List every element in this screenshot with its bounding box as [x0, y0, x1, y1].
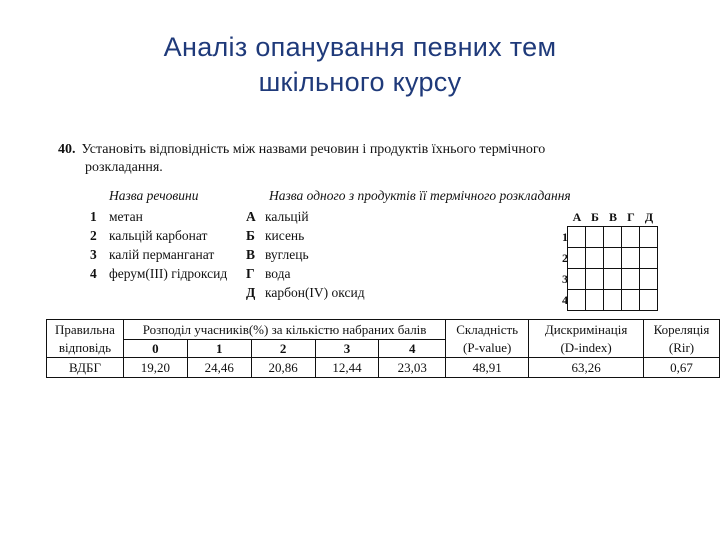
grid-row-number: 4 [562, 293, 568, 307]
grid-row [496, 269, 658, 290]
correlation-header-2: (Rir) [644, 340, 720, 358]
correlation-value: 0,67 [644, 358, 720, 378]
grid-cell[interactable] [621, 289, 640, 311]
score-value: 20,86 [251, 358, 315, 378]
list-item [246, 283, 365, 302]
correlation-header: Кореляція [644, 320, 720, 340]
grid-cell[interactable] [639, 268, 658, 290]
score-column-header: 0 [123, 340, 187, 358]
score-value: 23,03 [379, 358, 446, 378]
score-value: 19,20 [123, 358, 187, 378]
list-item [246, 245, 365, 264]
grid-cell[interactable] [567, 226, 586, 248]
grid-cell[interactable] [621, 268, 640, 290]
substance-list [90, 207, 227, 283]
product-letter: Б [246, 228, 255, 243]
product-name: кисень [265, 228, 305, 243]
list-item [246, 264, 365, 283]
difficulty-header: Складність [446, 320, 529, 340]
grid-cell[interactable] [621, 226, 640, 248]
substance-column-header: Назва речовини [109, 188, 199, 203]
score-column-header: 4 [379, 340, 446, 358]
grid-row-number: 1 [562, 230, 568, 244]
substance-name: метан [109, 209, 143, 224]
grid-cell[interactable] [567, 289, 586, 311]
score-column-header: 2 [251, 340, 315, 358]
product-letter: Д [246, 285, 256, 300]
discrimination-header: Дискримінація [529, 320, 644, 340]
list-item [90, 207, 227, 226]
discrimination-value: 63,26 [529, 358, 644, 378]
table-row [47, 358, 720, 378]
answer-grid-header [568, 210, 658, 226]
grid-cell[interactable] [639, 247, 658, 269]
discrimination-header-2: (D-index) [529, 340, 644, 358]
substance-name: ферум(III) гідроксид [109, 266, 228, 281]
product-letter: А [246, 209, 256, 224]
grid-letter: Д [644, 210, 654, 224]
grid-cell[interactable] [567, 268, 586, 290]
grid-cell[interactable] [639, 289, 658, 311]
task-number: 40. [58, 142, 76, 157]
grid-cell[interactable] [603, 226, 622, 248]
grid-cell[interactable] [621, 247, 640, 269]
grid-cell[interactable] [585, 268, 604, 290]
product-name: вуглець [265, 247, 309, 262]
substance-number: 4 [90, 266, 97, 281]
table-subheader-row [47, 340, 720, 358]
grid-row-number: 2 [562, 251, 568, 265]
task-text-line1: Установіть відповідність між назвами речовин і продуктів їхнього термічного [81, 142, 546, 157]
grid-cell[interactable] [585, 226, 604, 248]
list-item [90, 245, 227, 264]
correct-answer-header-2: відповідь [47, 340, 124, 358]
grid-letter: А [572, 210, 582, 224]
slide-title [0, 30, 720, 100]
grid-cell[interactable] [603, 268, 622, 290]
product-name: вода [265, 266, 291, 281]
difficulty-header-2: (P-value) [446, 340, 529, 358]
grid-cell[interactable] [585, 247, 604, 269]
grid-cell[interactable] [585, 289, 604, 311]
grid-cell[interactable] [567, 247, 586, 269]
correct-answer-value: ВДБГ [47, 358, 124, 378]
product-list [246, 207, 365, 302]
slide-title-line2: шкільного курсу [258, 67, 462, 97]
grid-letter: В [608, 210, 617, 224]
list-item [246, 226, 365, 245]
slide-title-line1: Аналіз опанування певних тем [163, 32, 557, 62]
substance-number: 3 [90, 247, 97, 262]
grid-cell[interactable] [603, 247, 622, 269]
substance-name: кальцій карбонат [109, 228, 208, 243]
table-header-row [47, 320, 720, 340]
grid-cell[interactable] [639, 226, 658, 248]
score-value: 12,44 [315, 358, 379, 378]
product-letter: В [246, 247, 256, 262]
score-column-header: 3 [315, 340, 379, 358]
grid-row-number: 3 [562, 272, 568, 286]
grid-letter: Б [591, 210, 599, 224]
product-letter: Г [246, 266, 255, 281]
substance-number: 1 [90, 209, 97, 224]
product-name: кальцій [265, 209, 309, 224]
product-name: карбон(IV) оксид [265, 285, 365, 300]
substance-number: 2 [90, 228, 97, 243]
grid-cell[interactable] [603, 289, 622, 311]
list-item [90, 226, 227, 245]
grid-row [496, 248, 658, 269]
difficulty-value: 48,91 [446, 358, 529, 378]
results-table [46, 319, 720, 378]
list-item [246, 207, 365, 226]
task-text-line2: розкладання. [85, 160, 163, 175]
grid-letter: Г [627, 210, 635, 224]
answer-grid-rows [496, 227, 658, 311]
score-column-header: 1 [187, 340, 251, 358]
distribution-header: Розподіл учасників(%) за кількістю набраних балів [123, 320, 445, 340]
list-item [90, 264, 227, 283]
score-value: 24,46 [187, 358, 251, 378]
substance-name: калій перманганат [109, 247, 215, 262]
task-statement [58, 142, 545, 158]
grid-row [496, 290, 658, 311]
product-column-header: Назва одного з продуктів її термічного розкладання [269, 188, 571, 203]
grid-row [496, 227, 658, 248]
correct-answer-header: Правильна [47, 320, 124, 340]
